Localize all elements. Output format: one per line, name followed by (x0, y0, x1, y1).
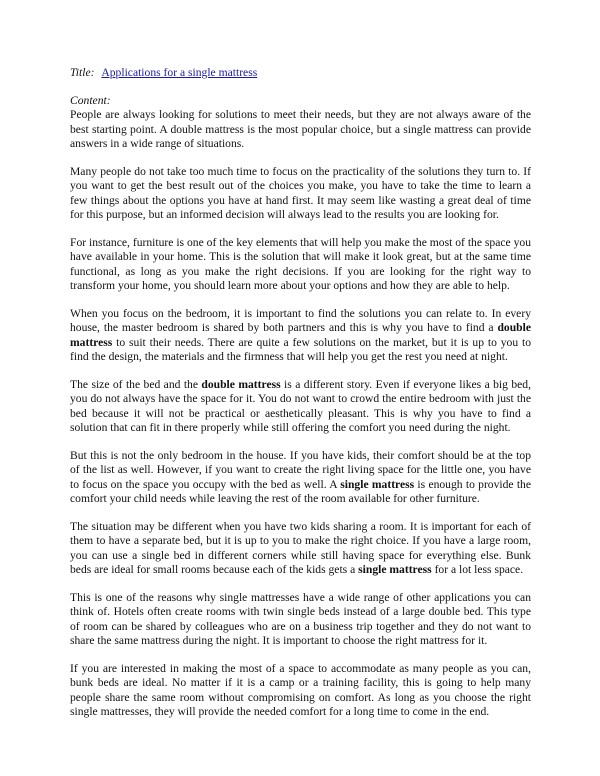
document-page (70, 66, 531, 733)
body-paragraph (70, 108, 531, 151)
bold-keyword: double mattress (201, 378, 281, 392)
text-run: to suit their needs. There are quite a few solutions on the market, but it is up to you to find the design, the materials and the firmness that will help you get the rest you need at night. (70, 335, 531, 363)
text-run: Many people do not take too much time to focus on the practicality of the solutions they turn to. If you want to get the best result out of the choices you make, you have to take the time to learn a few things about the options you have at hand first. It may seem like wasting a great deal of time for this purpose, but an informed decision will always lead to the results you are looking for. (70, 165, 531, 221)
body-paragraph (70, 662, 531, 719)
body-text (70, 108, 531, 719)
body-paragraph (70, 449, 531, 506)
text-run: When you focus on the bedroom, it is important to find the solutions you can relate to. In every house, the master bedroom is shared by both partners and this is why you have to find a (70, 307, 531, 335)
text-run: But this is not the only bedroom in the house. If you have kids, their comfort should be at the top of the list as well. However, if you want to create the right living space for the little one, you have to focus on the space you occupy with the bed as well. A (70, 449, 531, 491)
body-paragraph (70, 307, 531, 364)
bold-keyword: single mattress (340, 477, 415, 491)
title-line (70, 66, 531, 80)
body-paragraph (70, 591, 531, 648)
text-run: The size of the bed and the (70, 378, 202, 392)
text-run: The situation may be different when you have two kids sharing a room. It is important for each of them to have a separate bed, but it is up to you to make the right choice. If you have a large room, you can use a single bed in different corners while still having space for everything else. Bunk beds are ideal for small rooms because each of the kids gets a (70, 520, 531, 576)
text-run: This is one of the reasons why single mattresses have a wide range of other applications you can think of. Hotels often create rooms with twin single beds instead of a large double bed. This type of room can be shared by colleagues who are on a business trip together and they do not want to share the same mattress during the night. It is important to choose the right mattress for it. (70, 591, 531, 647)
text-run: is enough to provide the comfort your child needs while leaving the rest of the room available for other furniture. (70, 477, 532, 505)
text-run: for a lot less space. (431, 562, 524, 576)
body-paragraph (70, 165, 531, 222)
content-label: Content: (70, 94, 111, 108)
bold-keyword: double mattress (70, 321, 531, 349)
bold-keyword: single mattress (358, 562, 432, 576)
title-link[interactable]: Applications for a single mattress (101, 66, 258, 79)
text-run: is a different story. Even if everyone likes a big bed, you do not always have the space for it. You do not want to crowd the entire bedroom with just the bed because it will not be practical or aesthetically pleasant. This is why you have to find a solution that can fit in there properly while still offering the comfort you need during the night. (70, 378, 531, 434)
title-label: Title: (70, 66, 95, 79)
body-paragraph (70, 236, 531, 293)
text-run: If you are interested in making the most of a space to accommodate as many people as you can, bunk beds are ideal. No matter if it is a camp or a training facility, this is going to help many people share the same room without compromising on comfort. As long as you choose the right single mattresses, they will provide the needed comfort for a long time to come in the end. (70, 662, 531, 718)
text-run: People are always looking for solutions to meet their needs, but they are not always aware of the best starting point. A double mattress is the most popular choice, but a single mattress can provide answers in a wide range of situations. (70, 108, 531, 150)
body-paragraph (70, 520, 531, 577)
body-paragraph (70, 378, 531, 435)
text-run: For instance, furniture is one of the key elements that will help you make the most of the space you have available in your home. This is the solution that will make it look great, but at the same time functional, as long as you make the right decisions. If you are looking for the right way to transform your home, you should learn more about your options and how they are able to help. (70, 236, 531, 292)
